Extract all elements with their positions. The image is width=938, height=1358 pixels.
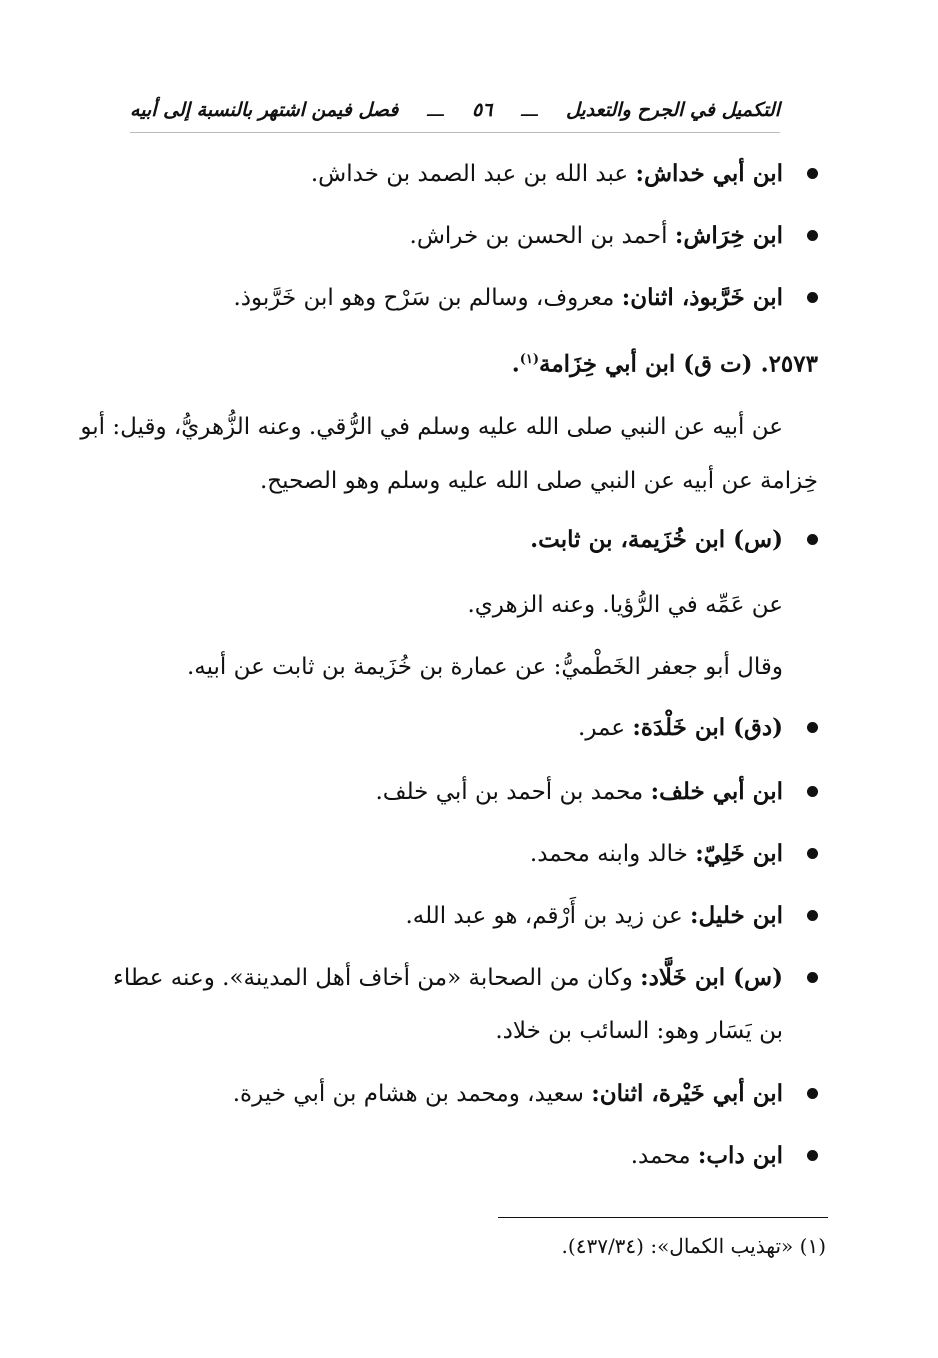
bullet-icon bbox=[807, 910, 818, 921]
numbered-entry-heading bbox=[512, 334, 818, 391]
entry-body-line: بن يَسَار وهو: السائب بن خلاد. bbox=[495, 1018, 783, 1044]
entry-text: أحمد بن الحسن بن خراش. bbox=[409, 223, 675, 249]
bullet-icon bbox=[807, 1088, 818, 1099]
entry-text: وكان من الصحابة «من أخاف أهل المدينة». وعنه عطاء bbox=[113, 965, 641, 991]
footnote: (١) «تهذيب الكمال»: (٤٣٧/٣٤). bbox=[561, 1234, 826, 1258]
entry-name: (ت ق) ابن أبي خِزَامة bbox=[539, 350, 753, 378]
entry-name: (س) ابن خَلَّاد: bbox=[640, 964, 783, 991]
entry-name: ابن داب: bbox=[697, 1142, 783, 1169]
entry bbox=[375, 766, 783, 818]
section-title: فصل فيمن اشتهر بالنسبة إلى أبيه bbox=[130, 99, 399, 121]
entry-name: (س) ابن خُزَيمة، بن ثابت. bbox=[530, 526, 783, 553]
header-rule bbox=[130, 132, 780, 133]
entry-name: (دق) ابن خَلْدَة: bbox=[632, 714, 783, 741]
entry-name: ابن أبي خلف: bbox=[650, 778, 783, 805]
entry-body-line: وقال أبو جعفر الخَطْميُّ: عن عمارة بن خُزَيمة بن ثابت عن أبيه. bbox=[186, 654, 783, 680]
bullet-icon bbox=[807, 168, 818, 179]
footnote-rule bbox=[498, 1217, 828, 1218]
entry bbox=[405, 890, 783, 942]
bullet-icon bbox=[807, 848, 818, 859]
entry-text: محمد. bbox=[630, 1143, 698, 1169]
entry-name: ابن خَلِيّ: bbox=[695, 840, 783, 867]
entry-text: عبد الله بن عبد الصمد بن خداش. bbox=[310, 161, 636, 187]
entry bbox=[233, 272, 783, 324]
entry-name: ابن أبي خداش: bbox=[635, 160, 783, 187]
entry-body-line: عن عَمِّه في الرُّؤيا. وعنه الزهري. bbox=[467, 592, 783, 618]
bullet-icon bbox=[807, 972, 818, 983]
entry-text: عمر. bbox=[578, 715, 633, 741]
entry-body-line: خِزامة عن أبيه عن النبي صلى الله عليه وسلم وهو الصحيح. bbox=[259, 468, 818, 494]
entry bbox=[578, 702, 783, 754]
bullet-icon bbox=[807, 230, 818, 241]
bullet-icon bbox=[807, 534, 818, 545]
entry-name: ابن خليل: bbox=[690, 902, 783, 929]
entry-number: ٢٥٧٣. bbox=[760, 350, 818, 378]
entry bbox=[631, 1130, 783, 1182]
entry bbox=[530, 514, 783, 566]
book-title: التكميل في الجرح والتعديل bbox=[565, 99, 780, 121]
entry bbox=[113, 952, 783, 1004]
page-number: ٥٦ bbox=[471, 99, 493, 121]
entry-name: ابن خَرَّبوذ، اثنان: bbox=[621, 284, 783, 311]
entry-text: عن زيد بن أَرْقم، هو عبد الله. bbox=[405, 903, 690, 929]
period: . bbox=[511, 350, 520, 378]
entry bbox=[311, 148, 783, 200]
bullet-icon bbox=[807, 722, 818, 733]
header-dash: ـــ bbox=[520, 99, 538, 121]
bullet-icon bbox=[807, 786, 818, 797]
running-header bbox=[130, 92, 780, 128]
entry bbox=[530, 828, 783, 880]
entry-text: سعيد، ومحمد بن هشام بن أبي خيرة. bbox=[232, 1081, 592, 1107]
entry-name: ابن أبي خَيْرة، اثنان: bbox=[591, 1080, 783, 1107]
entry-text: معروف، وسالم بن سَرْح وهو ابن خَرَّبوذ. bbox=[233, 285, 622, 311]
bullet-icon bbox=[807, 292, 818, 303]
entry bbox=[410, 210, 783, 262]
footnote-ref: (١) bbox=[519, 352, 540, 367]
bullet-icon bbox=[807, 1150, 818, 1161]
entry-text: محمد بن أحمد بن أبي خلف. bbox=[375, 779, 651, 805]
entry bbox=[233, 1068, 783, 1120]
entry-text: خالد وابنه محمد. bbox=[529, 841, 696, 867]
entry-name: ابن خِرَاش: bbox=[674, 222, 783, 249]
header-dash: ـــ bbox=[426, 99, 444, 121]
entry-body-line: عن أبيه عن النبي صلى الله عليه وسلم في الرُّقي. وعنه الزُّهريُّ، وقيل: أبو bbox=[80, 414, 783, 440]
